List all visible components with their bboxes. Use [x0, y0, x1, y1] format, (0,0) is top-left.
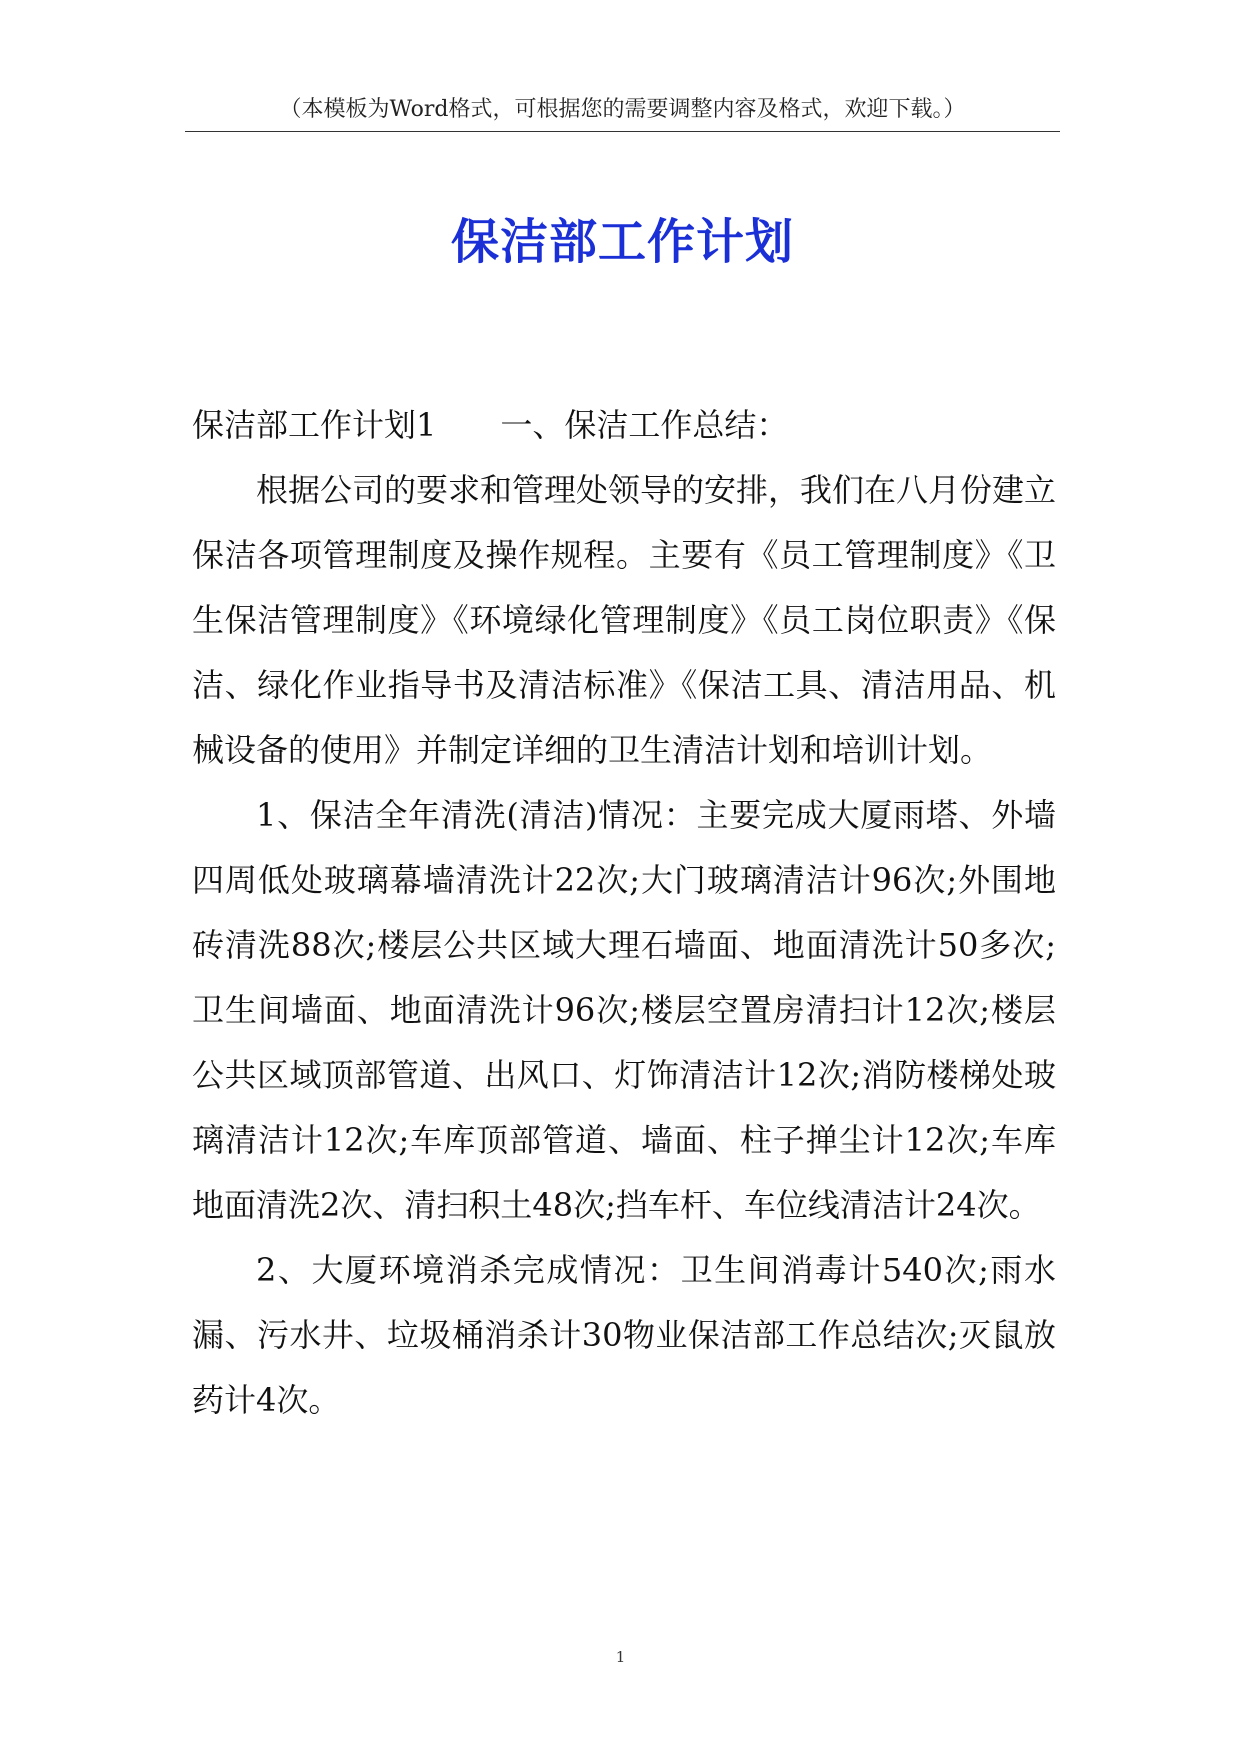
section-heading: 一、保洁工作总结： — [500, 406, 789, 444]
paragraph-cleaning-stats: 1、保洁全年清洗(清洁)情况：主要完成大厦雨塔、外墙四周低处玻璃幕墙清洗计22次;大门玻璃清洁计96次;外围地砖清洗88次;楼层公共区域大理石墙面、地面清洗计50多次;卫生间墙面、地面清洗计96次;楼层空置房清扫计12次;楼层公共区域顶部管道、出风口、灯饰清洁计12次;消防楼梯处玻璃清洁计12次;车库顶部管道、墙面、柱子掸尘计12次;车库地面清洗2次、清扫积土48次;挡车杆、车位线清洁计24次。 — [192, 796, 1056, 1224]
template-note: （本模板为Word格式，可根据您的需要调整内容及格式，欢迎下载。） — [279, 97, 966, 122]
plan-heading: 保洁部工作计划1 — [192, 406, 437, 444]
plan-heading-line — [192, 393, 1056, 458]
paragraph-disinfection-stats: 2、大厦环境消杀完成情况：卫生间消毒计540次;雨水漏、污水井、垃圾桶消杀计30物业保洁部工作总结次;灭鼠放药计4次。 — [192, 1251, 1056, 1419]
document-title: 保洁部工作计划 — [450, 214, 794, 270]
header-divider — [185, 131, 1060, 132]
paragraph-rules: 根据公司的要求和管理处领导的安排，我们在八月份建立保洁各项管理制度及操作规程。主要有《员工管理制度》《卫生保洁管理制度》《环境绿化管理制度》《员工岗位职责》《保洁、绿化作业指导书及清洁标准》《保洁工具、清洁用品、机械设备的使用》并制定详细的卫生清洁计划和培训计划。 — [192, 471, 1057, 769]
document-body — [192, 393, 1056, 1433]
page-number: 1 — [615, 1648, 626, 1666]
